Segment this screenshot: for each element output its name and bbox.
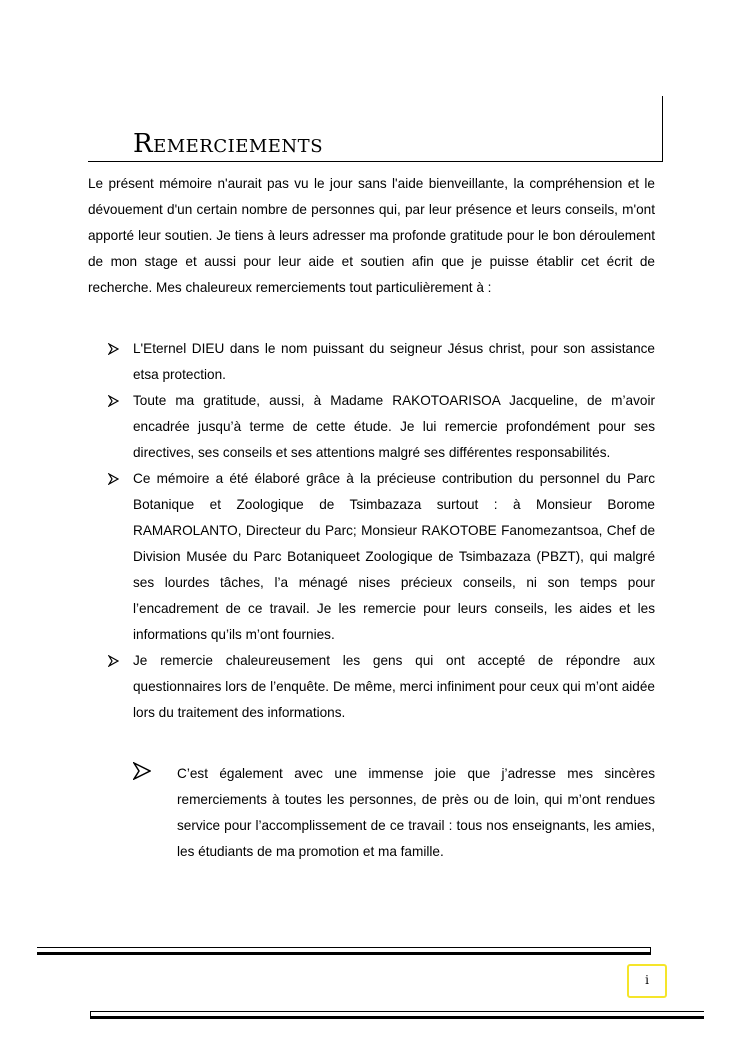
list-item — [108, 388, 655, 466]
footer-rule-bottom — [90, 1011, 704, 1019]
footer-rule-top — [37, 947, 651, 955]
page-number: i — [627, 964, 667, 998]
arrow-bullet-icon — [108, 388, 122, 414]
arrow-bullet-icon — [108, 336, 122, 362]
list-item-text: Je remercie chaleureusement les gens qui ont accepté de répondre aux questionnaires lors de l’enquête. De même, merci infiniment pour ceux qui m’ont aidée lors du traitement des informations. — [133, 653, 655, 720]
arrow-bullet-icon — [108, 648, 122, 674]
acknowledgement-list — [108, 336, 655, 726]
list-item-text: Toute ma gratitude, aussi, à Madame RAKOTOARISOA Jacqueline, de m’avoir encadrée jusqu’à terme de cette étude. Je lui remercie profondément pour ses directives, ses conseils et ses attentions malgré ses différentes responsabilités. — [133, 393, 655, 460]
list-item — [108, 336, 655, 388]
page-title: Remerciements — [133, 129, 324, 159]
header-frame-horizontal — [88, 161, 663, 162]
list-item-text: Ce mémoire a été élaboré grâce à la précieuse contribution du personnel du Parc Botanique et Zoologique de Tsimbazaza surtout : à Monsieur Borome RAMAROLANTO, Directeur du Parc; Monsieur RAKOTOBE Fanomezantsoa, Chef de Division Musée du Parc Botaniqueet Zoologique de Tsimbazaza (PBZT), qui malgré ses lourdes tâches, l’a ménagé nises précieux conseils, ni son temps pour l’encadrement de ce travail. Je les remercie pour leurs conseils, les aides et les informations qu’ils m’ont fournies. — [133, 471, 655, 642]
arrow-bullet-icon — [108, 466, 122, 492]
list-item — [133, 761, 655, 865]
arrow-bullet-large-icon — [133, 762, 151, 789]
list-item-text: C’est également avec une immense joie que j’adresse mes sincères remerciements à toutes les personnes, de près ou de loin, qui m’ont rendues service pour l’accomplissement de ce travail : tous nos enseignants, les amies, les étudiants de ma promotion et ma famille. — [177, 766, 655, 859]
header-frame-vertical — [662, 96, 663, 162]
list-item — [108, 466, 655, 648]
intro-paragraph: Le présent mémoire n'aurait pas vu le jour sans l'aide bienveillante, la compréhension et le dévouement d'un certain nombre de personnes qui, par leur présence et leurs conseils, m'ont apporté leur soutien. Je tiens à leurs adresser ma profonde gratitude pour le bon déroulement de mon stage et aussi pour leur aide et soutien afin que je puisse établir cet écrit de recherche. Mes chaleureux remerciements tout particulièrement à : — [88, 176, 655, 295]
acknowledgement-list-final — [133, 761, 655, 865]
list-item — [108, 648, 655, 726]
list-item-text: L'Eternel DIEU dans le nom puissant du seigneur Jésus christ, pour son assistance etsa protection. — [133, 341, 655, 382]
